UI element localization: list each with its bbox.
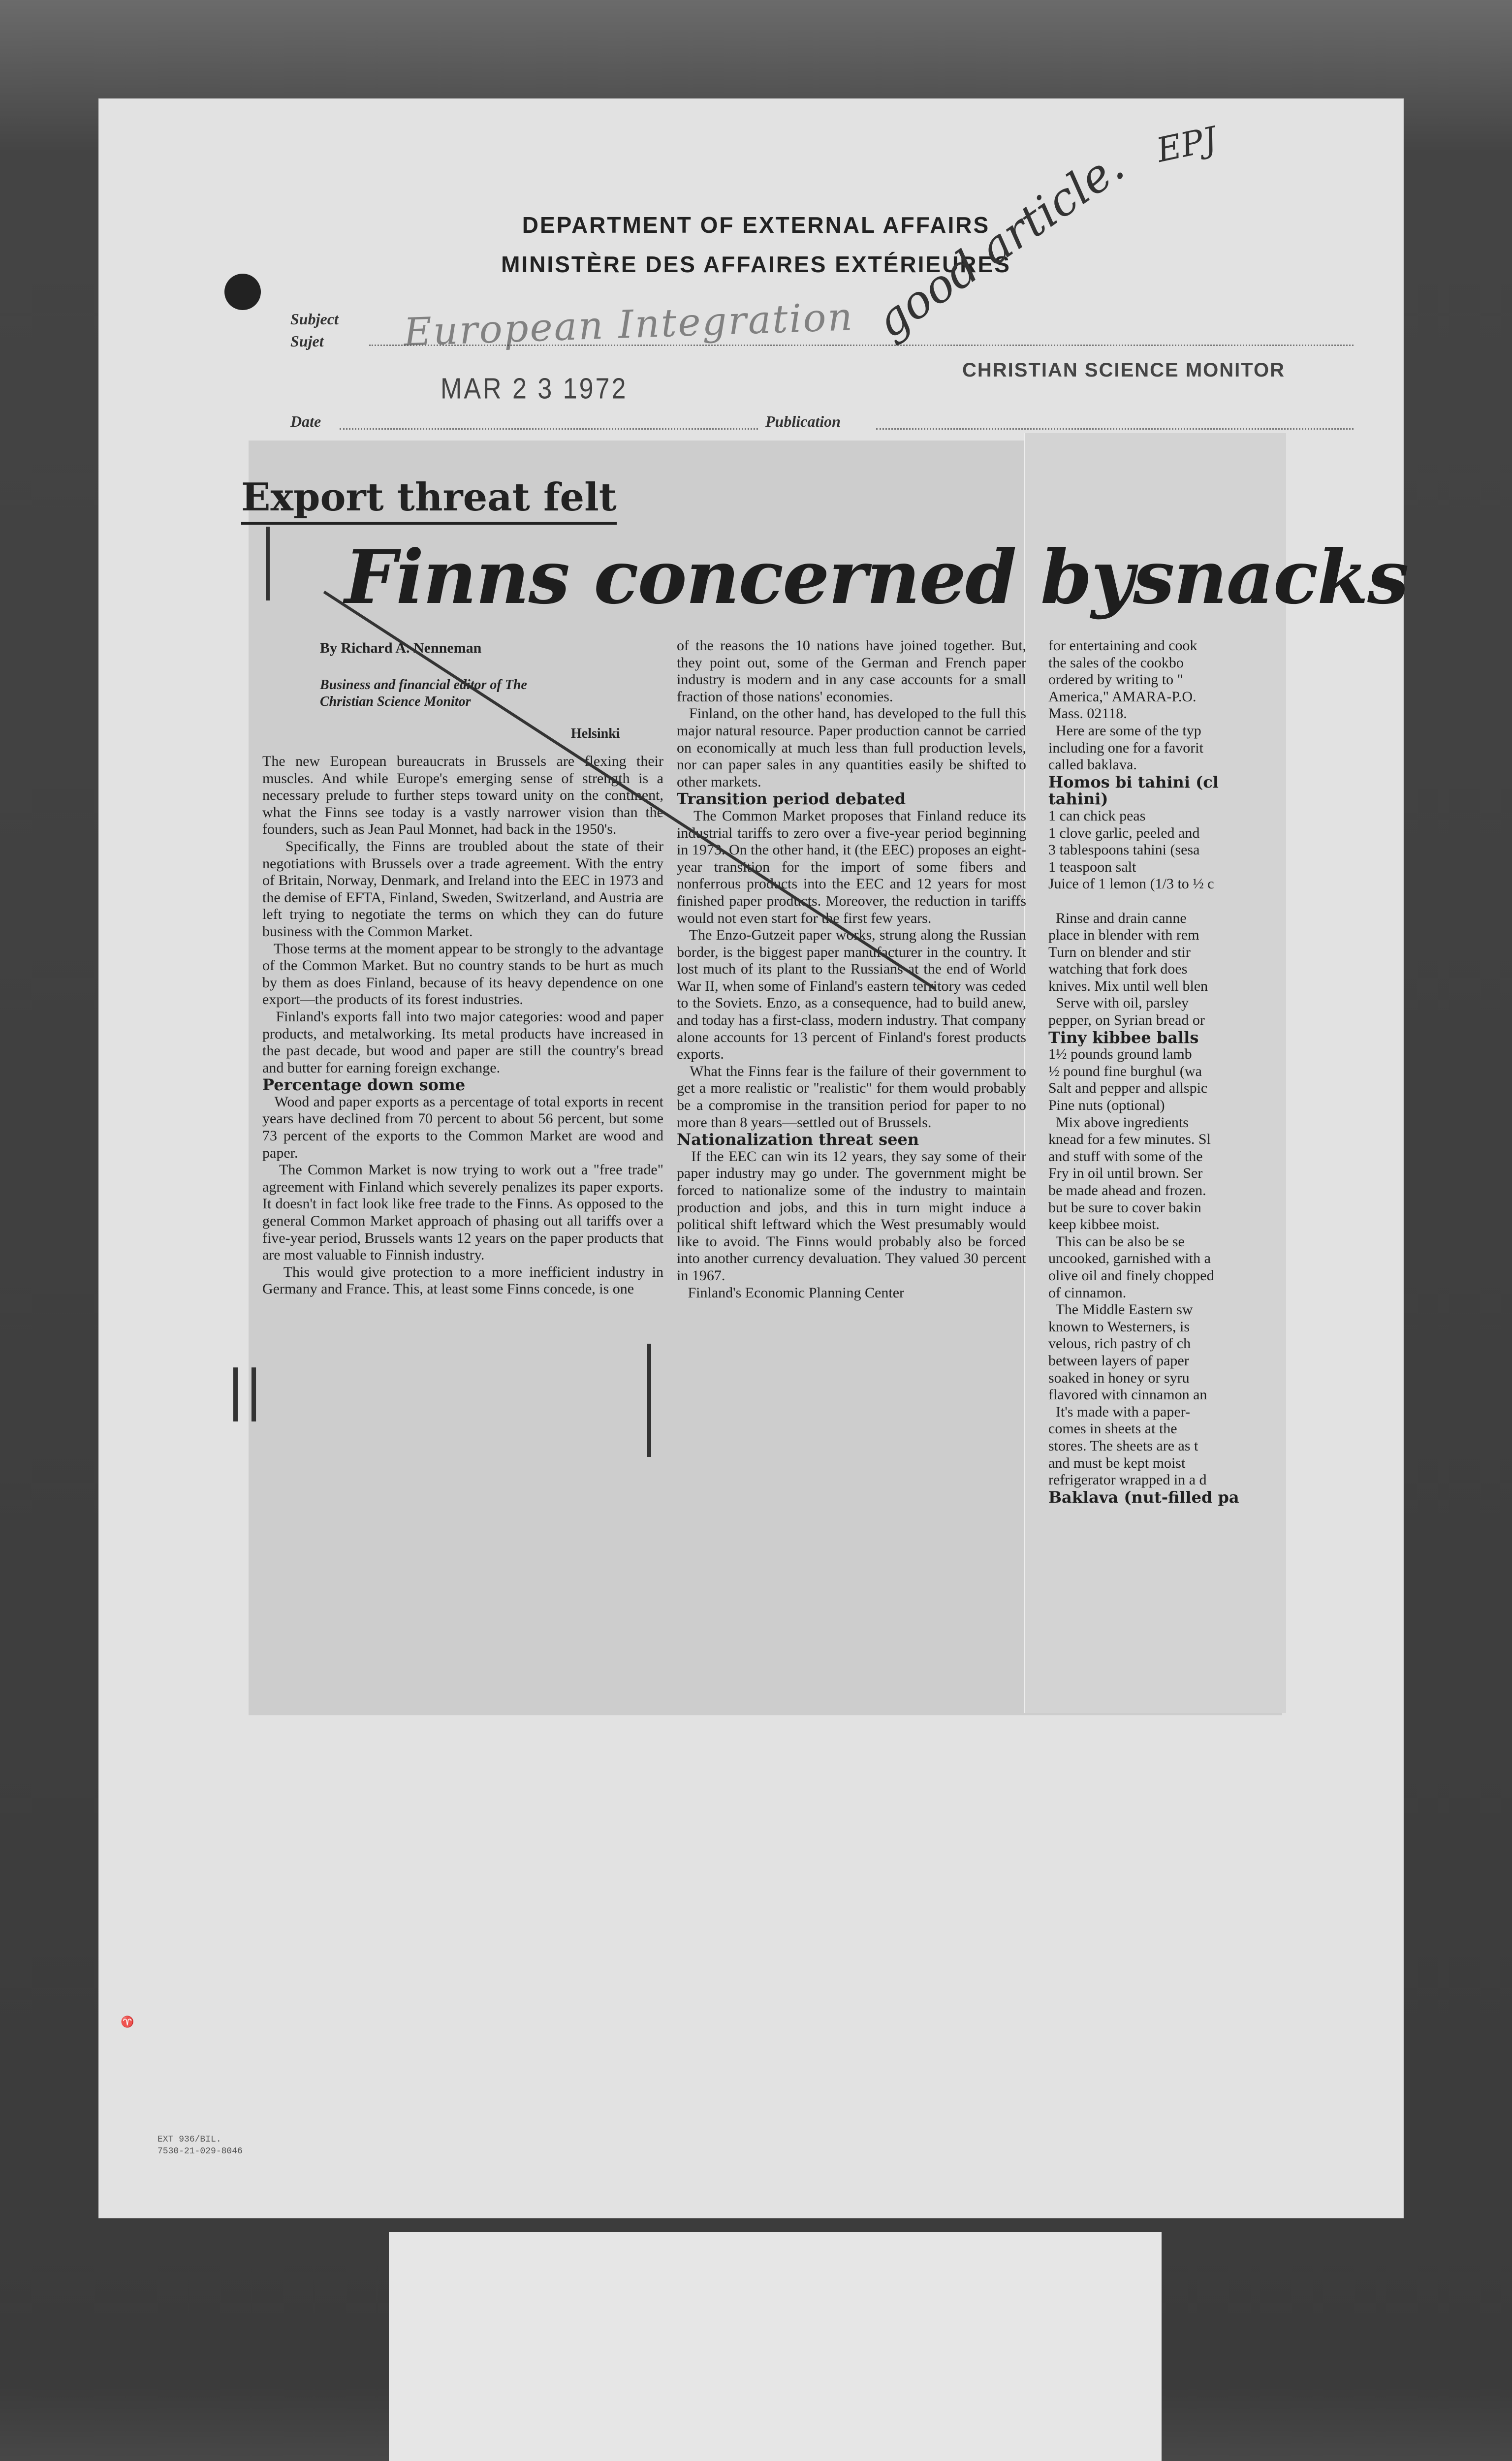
article-column-1 [262, 753, 663, 1698]
publication-rule [876, 428, 1354, 430]
subject-handwriting: European Integration [403, 295, 855, 355]
column-3-text: for entertaining and cook the sales of the cookbo ordered by writing to " America," AMARA-P.O. Mass. 02118. Here are some of the typ including one for a favorit called baklava. [1048, 637, 1203, 773]
publication-label: Publication [765, 412, 841, 430]
article-headline [345, 534, 1408, 621]
small-mark: ♈ [121, 2016, 134, 2028]
byline-title: Business and financial editor of The Christian Science Monitor [320, 677, 527, 709]
article-dateline: Helsinki [571, 726, 620, 741]
subject-label: Subject [290, 310, 339, 328]
subject-label-fr: Sujet [290, 332, 324, 350]
subhead-transition: Transition period debated [677, 789, 906, 809]
subhead-nationalization: Nationalization threat seen [677, 1130, 919, 1149]
article-kicker: Export threat felt [241, 475, 617, 525]
publication-name: CHRISTIAN SCIENCE MONITOR [962, 359, 1285, 381]
column-3c-text: 1½ pounds ground lamb ½ pound fine burghul (wa Salt and pepper and allspic Pine nuts (optional) Mix above ingredients knead for a few minutes. Sl and stuff with some of the Fry in oil until brown. Ser be made ahead and frozen. but be sure to cover bakin keep kibbee moist. This can be also be se uncooked, garnished with a olive oil and finely chopped of cinnamon. The Middle Eastern sw known to Westerners, is velous, rich pastry of ch between layers of paper soaked in honey or syru flavored with cinnamon an It's made with a paper- comes in sheets at the stores. The sheets are as t and must be kept moist refrigerator wrapped in a d [1048, 1046, 1214, 1488]
handwritten-initials: EPJ [1153, 120, 1221, 170]
handwritten-comment: good article. [866, 139, 1134, 348]
headline-main: Finns concerned by [345, 534, 1134, 621]
column-2c-text: If the EEC can win its 12 years, they say some of their paper industry may go under. The government might be forced to nationalize some of the industry to maintain production and jobs, and this in turn might induce a political shift leftward which the West presumably would like to avoid. The Finns would probably also be forced into another currency devaluation. They valued 30 percent in 1967. Finland's Economic Planning Center [677, 1148, 1026, 1301]
subhead-baklava: Baklava (nut-filled pa [1048, 1487, 1239, 1507]
subhead-homos: Homos bi tahini (cl tahini) [1048, 772, 1219, 809]
column-2-text: of the reasons the 10 nations have joined together. But, they point out, some of the German and French paper industry is modern and in any case accounts for a small fraction of those nations' economies. Finland, on the other hand, has developed to the full this major natural resource. Paper production cannot be carried on economically at much less than full production levels, nor can paper sales in any quantities easily be shifted to other markets. [677, 637, 1026, 790]
department-title-en: DEPARTMENT OF EXTERNAL AFFAIRS [522, 212, 990, 238]
article-column-2 [677, 637, 1026, 1696]
margin-mark [266, 527, 270, 600]
date-stamp: MAR 2 3 1972 [441, 372, 628, 406]
subhead-percentage: Percentage down some [262, 1075, 466, 1095]
article-column-3 [1048, 637, 1280, 1725]
punch-hole [224, 274, 261, 310]
form-code: EXT 936/BIL. 7530-21-029-8046 [158, 2135, 243, 2156]
column-3b-text: 1 can chick peas 1 clove garlic, peeled and 3 tablespoons tahini (sesa 1 teaspoon salt Juice of 1 lemon (1/3 to ½ c Rinse and drain canne place in blender with rem Turn on blender and stir watching that fork does knives. Mix until well blen Serve with oil, parsley pepper, on Syrian bread or [1048, 807, 1214, 1029]
date-rule [340, 428, 758, 430]
article-byline: By Richard A. Nenneman [320, 640, 482, 656]
margin-bracket [647, 1344, 660, 1457]
headline-right: snacks [1133, 534, 1408, 621]
subhead-kibbee: Tiny kibbee balls [1048, 1028, 1199, 1047]
column-1-text: The new European bureaucrats in Brussels are flexing their muscles. And while Europe's emerging sense of strength is a necessary prelude to further steps toward unity on the continent, what the Finns see today is a vastly narrower vision than the founders, such as Jean Paul Monnet, had back in the 1950's. Specifically, the Finns are troubled about the state of their negotiations with Brussels over a trade agreement. With the entry of Britain, Norway, Denmark, and Ireland into the EEC in 1973 and the demise of EFTA, Finland, Sweden, Switzerland, and Austria are left trying to negotiate the terms on which they can do future business with the Common Market. Those terms at the moment appear to be strongly to the advantage of the Common Market. But no country stands to be hurt as much by them as does Finland, because of its heavy dependence on one export—the products of its forest industries. Finland's exports fall into two major categories: wood and paper products, and metalworking. Its metal products have increased in the past decade, but wood and paper are still the country's bread and butter for earning foreign exchange. [262, 753, 664, 1076]
film-label-tab [389, 2232, 1162, 2461]
department-title-fr: MINISTÈRE DES AFFAIRES EXTÉRIEURES [501, 252, 1011, 277]
column-1b-text: Wood and paper exports as a percentage of total exports in recent years have declined from 70 percent to about 56 percent, but some 73 percent of the exports to the Common Market are wood and paper. The Common Market is now trying to work out a "free trade" agreement with Finland which severely penalizes its paper exports. It doesn't in fact look like free trade to the Finns. As opposed to the general Common Market approach of phasing out all tariffs over a five-year period, Brussels wants 12 years on the paper products that are most valuable to Finnish industry. This would give protection to a more inefficient industry in Germany and France. This, at least some Finns concede, is one [262, 1093, 664, 1297]
date-label: Date [290, 412, 321, 430]
margin-double-line: || [226, 1358, 263, 1421]
column-2b-text: The Common Market proposes that Finland reduce its industrial tariffs to zero over a five-year period beginning in 1973. On the other hand, it (the EEC) proposes an eight-year transition for the import of some fibers and nonferrous products into the EEC and 12 years for most finished paper products. Moreover, the reduction in tariffs would not even start for the first few years. The Enzo-Gutzeit paper works, strung along the Russian border, is the biggest paper manufacturer in the country. It lost much of its plant to the Russians at the end of World War II, when some of Finland's eastern territory was ceded to the Soviets. Enzo, as a consequence, had to build anew, and today has a first-class, modern industry. That company alone accounts for 13 percent of Finland's forest products exports. What the Finns fear is the failure of their government to get a more realistic or "realistic" for them would probably be a compromise in the transition period for paper to no more than 8 years—settled out of Brussels. [677, 807, 1027, 1131]
